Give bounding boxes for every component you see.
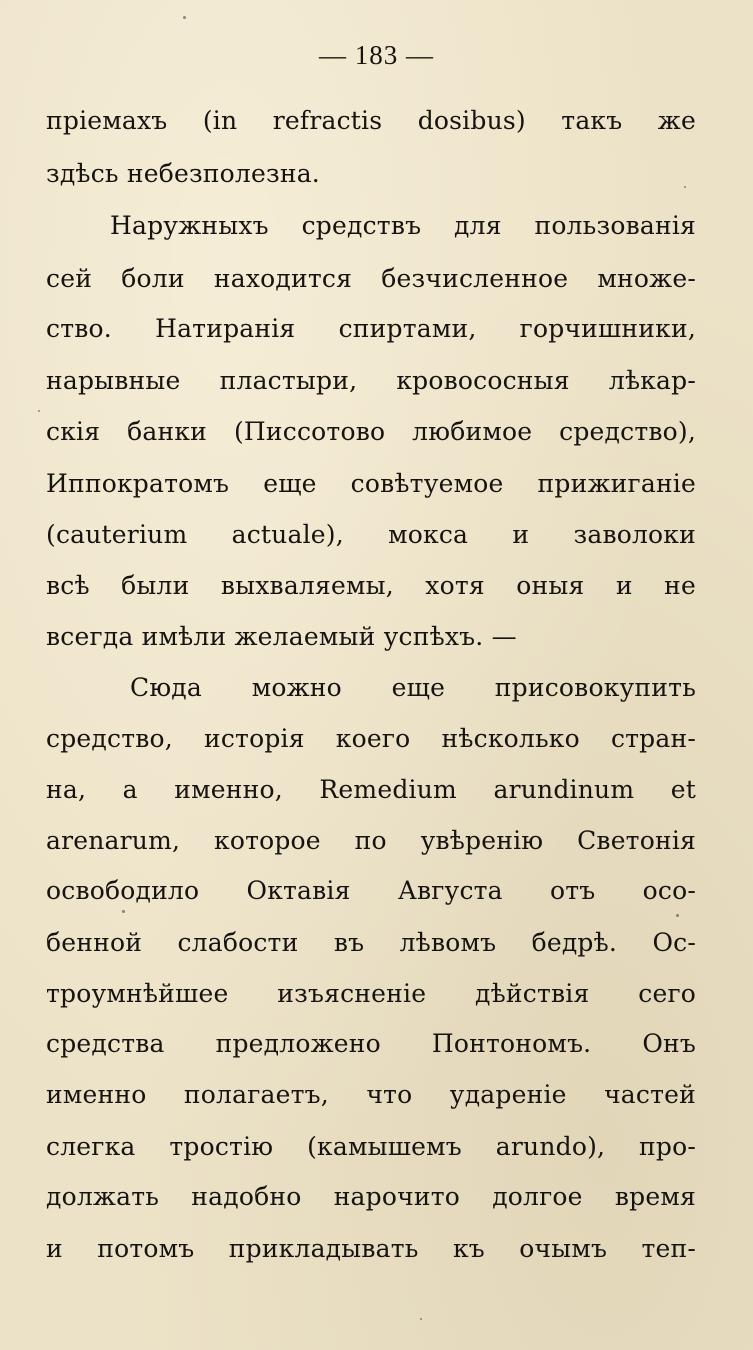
paper-speck xyxy=(122,910,125,913)
paper-speck xyxy=(183,16,186,19)
text-line-13: средство, исторія коего нѣсколько стран- xyxy=(46,724,696,753)
paper-speck xyxy=(684,186,686,188)
text-line-2: здѣсь небезполезна. xyxy=(46,159,320,188)
text-line-14: на, а именно, Remedium arundinum et xyxy=(46,775,696,804)
text-line-10: всѣ были выхваляемы, хотя оныя и не xyxy=(46,571,696,600)
text-line-3: Наружныхъ средствъ для пользованія xyxy=(110,211,696,240)
text-line-5: ство. Натиранія спиртами, горчишники, xyxy=(46,314,696,343)
text-line-21: слегка тростію (камышемъ arundo), про- xyxy=(46,1132,696,1161)
text-line-23: и потомъ прикладывать къ очымъ теп- xyxy=(46,1234,696,1263)
text-line-6: нарывные пластыри, кровососныя лѣкар- xyxy=(46,366,696,395)
text-line-8: Иппократомъ еще совѣтуемое прижиганіе xyxy=(46,469,696,498)
paper-speck xyxy=(38,410,40,412)
page-number: — 183 — xyxy=(319,40,434,70)
paper-speck xyxy=(420,1318,422,1320)
text-line-16: освободило Октавія Августа отъ осо- xyxy=(46,876,696,905)
text-line-9: (cauterium actuale), мокса и заволоки xyxy=(46,520,696,549)
text-line-11: всегда имѣли желаемый успѣхъ. — xyxy=(46,622,517,651)
text-line-17: бенной слабости въ лѣвомъ бедрѣ. Ос- xyxy=(46,928,696,957)
text-line-15: arenarum, которое по увѣренію Светонія xyxy=(46,826,696,855)
text-line-7: скія банки (Писсотово любимое средство), xyxy=(46,417,696,446)
text-line-18: троумнѣйшее изъясненіе дѣйствія сего xyxy=(46,979,696,1008)
text-line-4: сей боли находится безчисленное множе- xyxy=(46,264,696,293)
text-line-19: средства предложено Понтономъ. Онъ xyxy=(46,1029,696,1058)
text-line-20: именно полагаетъ, что удареніе частей xyxy=(46,1080,696,1109)
text-line-1: пріемахъ (in refractis dosibus) такъ же xyxy=(46,106,696,135)
paper-speck xyxy=(676,914,679,917)
text-line-12: Сюда можно еще присовокупить xyxy=(130,673,696,702)
text-line-22: должать надобно нарочито долгое время xyxy=(46,1182,696,1211)
